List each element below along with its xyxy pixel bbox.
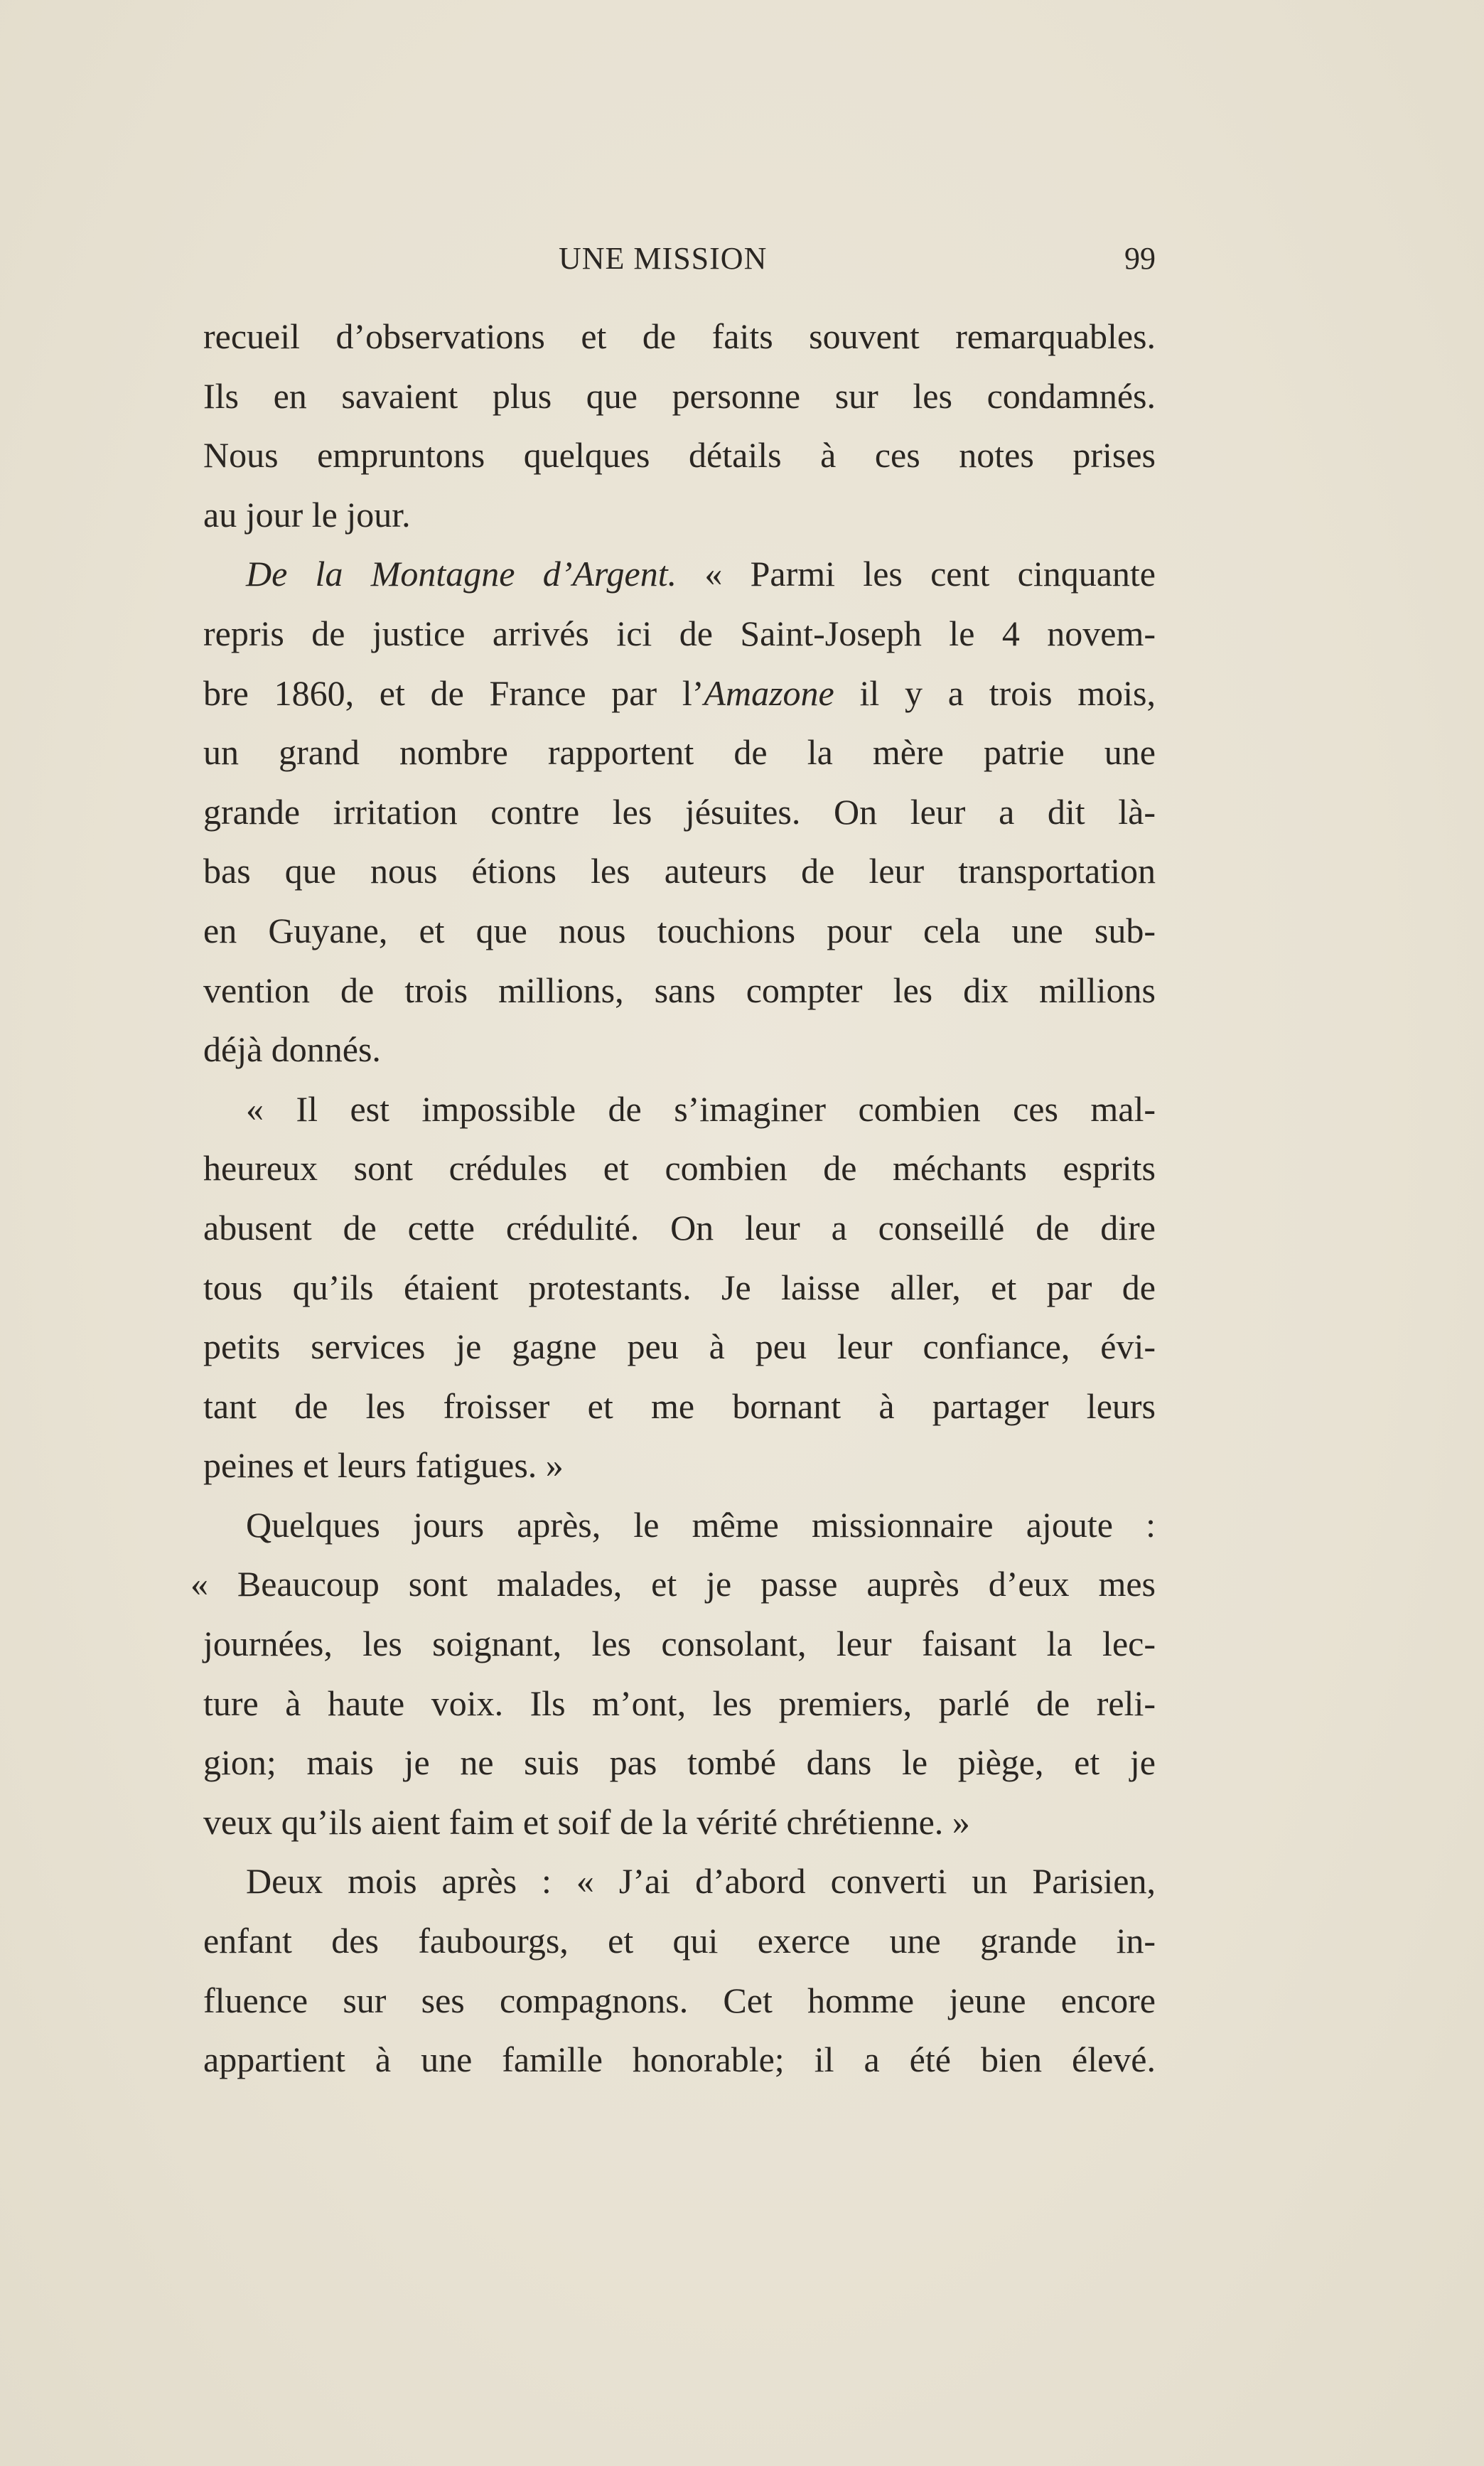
running-title: UNE MISSION <box>559 241 768 276</box>
text-line: en Guyane, et que nous touchions pour cela une sub- <box>203 910 1156 950</box>
text-line: enfant des faubourgs, et qui exerce une grande in- <box>203 1921 1156 1961</box>
text-line: peines et leurs fatigues. » <box>203 1445 564 1486</box>
text-line: veux qu’ils aient faim et soif de la vérité chrétienne. » <box>203 1801 970 1842</box>
text-line: Nous empruntons quelques détails à ces notes prises <box>203 435 1156 476</box>
text-line: heureux sont crédules et combien de méchants esprits <box>203 1148 1156 1189</box>
text-line: Deux mois après : « J’ai d’abord converti un Parisien, <box>246 1861 1156 1902</box>
text-segment: bre 1860, et de France par l’ <box>203 672 704 713</box>
text-segment: « Parmi les cent cinquante <box>677 554 1156 594</box>
place-name-italic: De la Montagne d’Argent. <box>246 554 677 594</box>
text-line: petits services je gagne peu à peu leur confiance, évi- <box>203 1326 1156 1367</box>
text-line: déjà donnés. <box>203 1029 381 1070</box>
text-line: repris de justice arrivés ici de Saint-Joseph le 4 novem- <box>203 613 1156 653</box>
text-line: « Beaucoup sont malades, et je passe auprès d’eux mes <box>190 1564 1156 1604</box>
ship-name-italic: Amazone <box>704 672 834 713</box>
text-line: journées, les soignant, les consolant, leur faisant la lec- <box>203 1624 1156 1664</box>
page-header <box>203 240 1156 283</box>
text-line: vention de trois millions, sans compter les dix millions <box>203 970 1156 1010</box>
text-segment: il y a trois mois, <box>834 672 1156 713</box>
text-line: abusent de cette crédulité. On leur a conseillé de dire <box>203 1207 1156 1248</box>
text-line: Quelques jours après, le même missionnaire ajoute : <box>246 1504 1156 1545</box>
text-line: bas que nous étions les auteurs de leur transportation <box>203 851 1156 891</box>
page-number: 99 <box>1124 241 1156 276</box>
text-line: appartient à une famille honorable; il a été bien élevé. <box>203 2039 1156 2080</box>
text-line: ture à haute voix. Ils m’ont, les premiers, parlé de reli- <box>203 1683 1156 1723</box>
text-line: un grand nombre rapportent de la mère patrie une <box>203 732 1156 773</box>
text-line: au jour le jour. <box>203 494 411 535</box>
text-line: « Il est impossible de s’imaginer combien ces mal- <box>246 1088 1156 1129</box>
text-line: tant de les froisser et me bornant à partager leurs <box>203 1385 1156 1426</box>
text-line <box>203 545 1156 604</box>
text-line <box>203 664 1156 724</box>
text-line: recueil d’observations et de faits souvent remarquables. <box>203 316 1156 356</box>
text-line: gion; mais je ne suis pas tombé dans le piège, et je <box>203 1742 1156 1783</box>
text-line: grande irritation contre les jésuites. On leur a dit là- <box>203 791 1156 832</box>
text-line: tous qu’ils étaient protestants. Je laisse aller, et par de <box>203 1267 1156 1307</box>
text-line: fluence sur ses compagnons. Cet homme jeune encore <box>203 1980 1156 2020</box>
body-text <box>190 307 1156 2090</box>
text-line: Ils en savaient plus que personne sur les condamnés. <box>203 375 1156 416</box>
